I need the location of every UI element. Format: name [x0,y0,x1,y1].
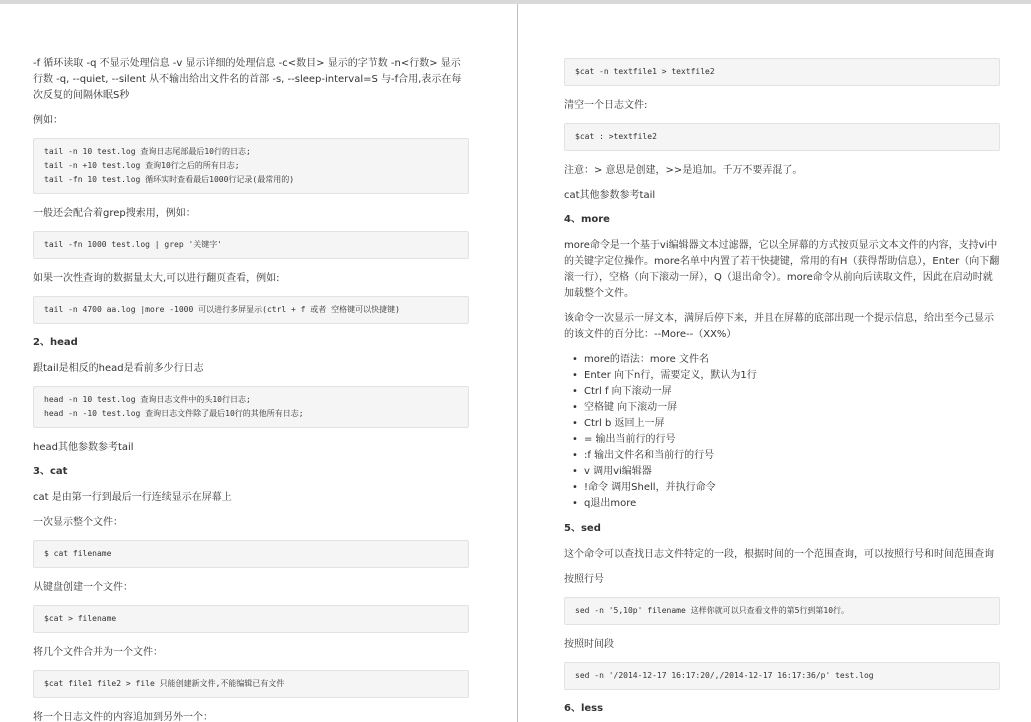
code-block-cat-filename [33,540,469,568]
heading-less: 6、less [564,703,604,714]
code-line: head -n -10 test.log 查询日志文件除了最后10行的其他所有日志; [44,409,304,418]
list-item: • = 输出当前行的行号 [564,432,1000,448]
heading-cat: 3、cat [33,466,68,477]
heading-sed: 5、sed [564,523,601,534]
code-line: tail -n +10 test.log 查询10行之后的所有日志; [44,161,240,170]
example-label: 例如： [33,115,63,126]
tail-options-text: -f 循环读取 -q 不显示处理信息 -v 显示详细的处理信息 -c<数目> 显示的字节数 -n<行数> 显示行数 -q, --quiet, --silent 从不输出给出文件名的首部 -s, --sleep-interval=S 与-f合用,表示在每次反复的间隔休眠S秒 [33,58,462,101]
code-block-tail-examples [33,138,469,194]
code-line: tail -fn 1000 test.log | grep '关键字' [44,240,223,249]
code-block-head [33,386,469,428]
by-line-label: 按照行号 [564,574,604,585]
merge-files-text: 将几个文件合并为一个文件： [33,647,163,658]
code-line: $ cat filename [44,549,112,558]
code-block-cat-clear [564,123,1000,151]
code-line: head -n 10 test.log 查询日志文件中的头10行日志; [44,395,251,404]
note-text: 注意：> 意思是创建，>>是追加。千万不要弄混了。 [564,165,803,176]
append-text: 将一个日志文件的内容追加到另外一个： [33,712,213,722]
cat-text: cat 是由第一行到最后一行连续显示在屏幕上 [33,492,232,503]
code-block-more [33,296,469,324]
code-line: tail -n 10 test.log 查询日志尾部最后10行的日志; [44,147,251,156]
list-item: • v 调用vi编辑器 [564,464,1000,480]
code-line: $cat : >textfile2 [575,132,657,141]
list-item: • Ctrl f 向下滚动一屏 [564,384,1000,400]
more-commands-list [564,352,1000,512]
code-block-grep [33,231,469,259]
code-line: tail -n 4700 aa.log |more -1000 可以进行多屏显示(ctrl + f 或者 空格键可以快捷键) [44,305,400,314]
page-left-content [33,56,469,722]
cat-ref-text: cat其他参数参考tail [564,190,656,201]
code-line: tail -fn 10 test.log 循环实时查看最后1000行记录(最常用的) [44,175,295,184]
paging-text: 如果一次性查询的数据量太大,可以进行翻页查看，例如: [33,273,280,284]
list-item: • more的语法：more 文件名 [564,352,1000,368]
list-item: • !命令 调用Shell，并执行命令 [564,480,1000,496]
by-time-label: 按照时间段 [564,639,614,650]
code-line: sed -n '5,10p' filename 这样你就可以只查看文件的第5行到第10行。 [575,606,850,615]
list-item: • Ctrl b 返回上一屏 [564,416,1000,432]
list-item: • Enter 向下n行，需要定义，默认为1行 [564,368,1000,384]
more-description-2: 该命令一次显示一屏文本，满屏后停下来，并且在屏幕的底部出现一个提示信息，给出至今己显示的该文件的百分比：--More--（XX%） [564,313,994,340]
code-block-sed-time [564,662,1000,690]
list-item: • q退出more [564,496,1000,512]
list-item: • 空格键 向下滚动一屏 [564,400,1000,416]
code-line: $cat file1 file2 > file 只能创建新文件,不能编辑已有文件 [44,679,285,688]
show-all-text: 一次显示整个文件： [33,517,123,528]
code-block-sed-lines [564,597,1000,625]
code-line: $cat > filename [44,614,117,623]
more-description: more命令是一个基于vi编辑器文本过滤器，它以全屏幕的方式按页显示文本文件的内容，支持vi中的关键字定位操作。more名单中内置了若干快捷键，常用的有H（获得帮助信息），Enter（向下翻滚一行），空格（向下滚动一屏），Q（退出命令）。more命令从前向后读取文件，因此在启动时就加载整个文件。 [564,240,1000,299]
heading-more: 4、more [564,214,610,225]
code-block-cat-merge [33,670,469,698]
document-page-right [518,4,1031,722]
heading-head: 2、head [33,337,78,348]
code-line: sed -n '/2014-12-17 16:17:20/,/2014-12-17 16:17:36/p' test.log [575,671,874,680]
clear-log-text: 清空一个日志文件: [564,100,648,111]
page-right-content [564,56,1000,722]
head-text: 跟tail是相反的head是看前多少行日志 [33,363,204,374]
code-block-cat-append [564,58,1000,86]
grep-text: 一般还会配合着grep搜索用，例如： [33,208,196,219]
list-item: • :f 输出文件名和当前行的行号 [564,448,1000,464]
document-page-left [0,4,517,722]
head-ref-text: head其他参数参考tail [33,442,134,453]
sed-description: 这个命令可以查找日志文件特定的一段，根据时间的一个范围查询，可以按照行号和时间范围查询 [564,549,994,560]
code-line: $cat -n textfile1 > textfile2 [575,67,715,76]
create-file-text: 从键盘创建一个文件： [33,582,133,593]
code-block-cat-create [33,605,469,633]
